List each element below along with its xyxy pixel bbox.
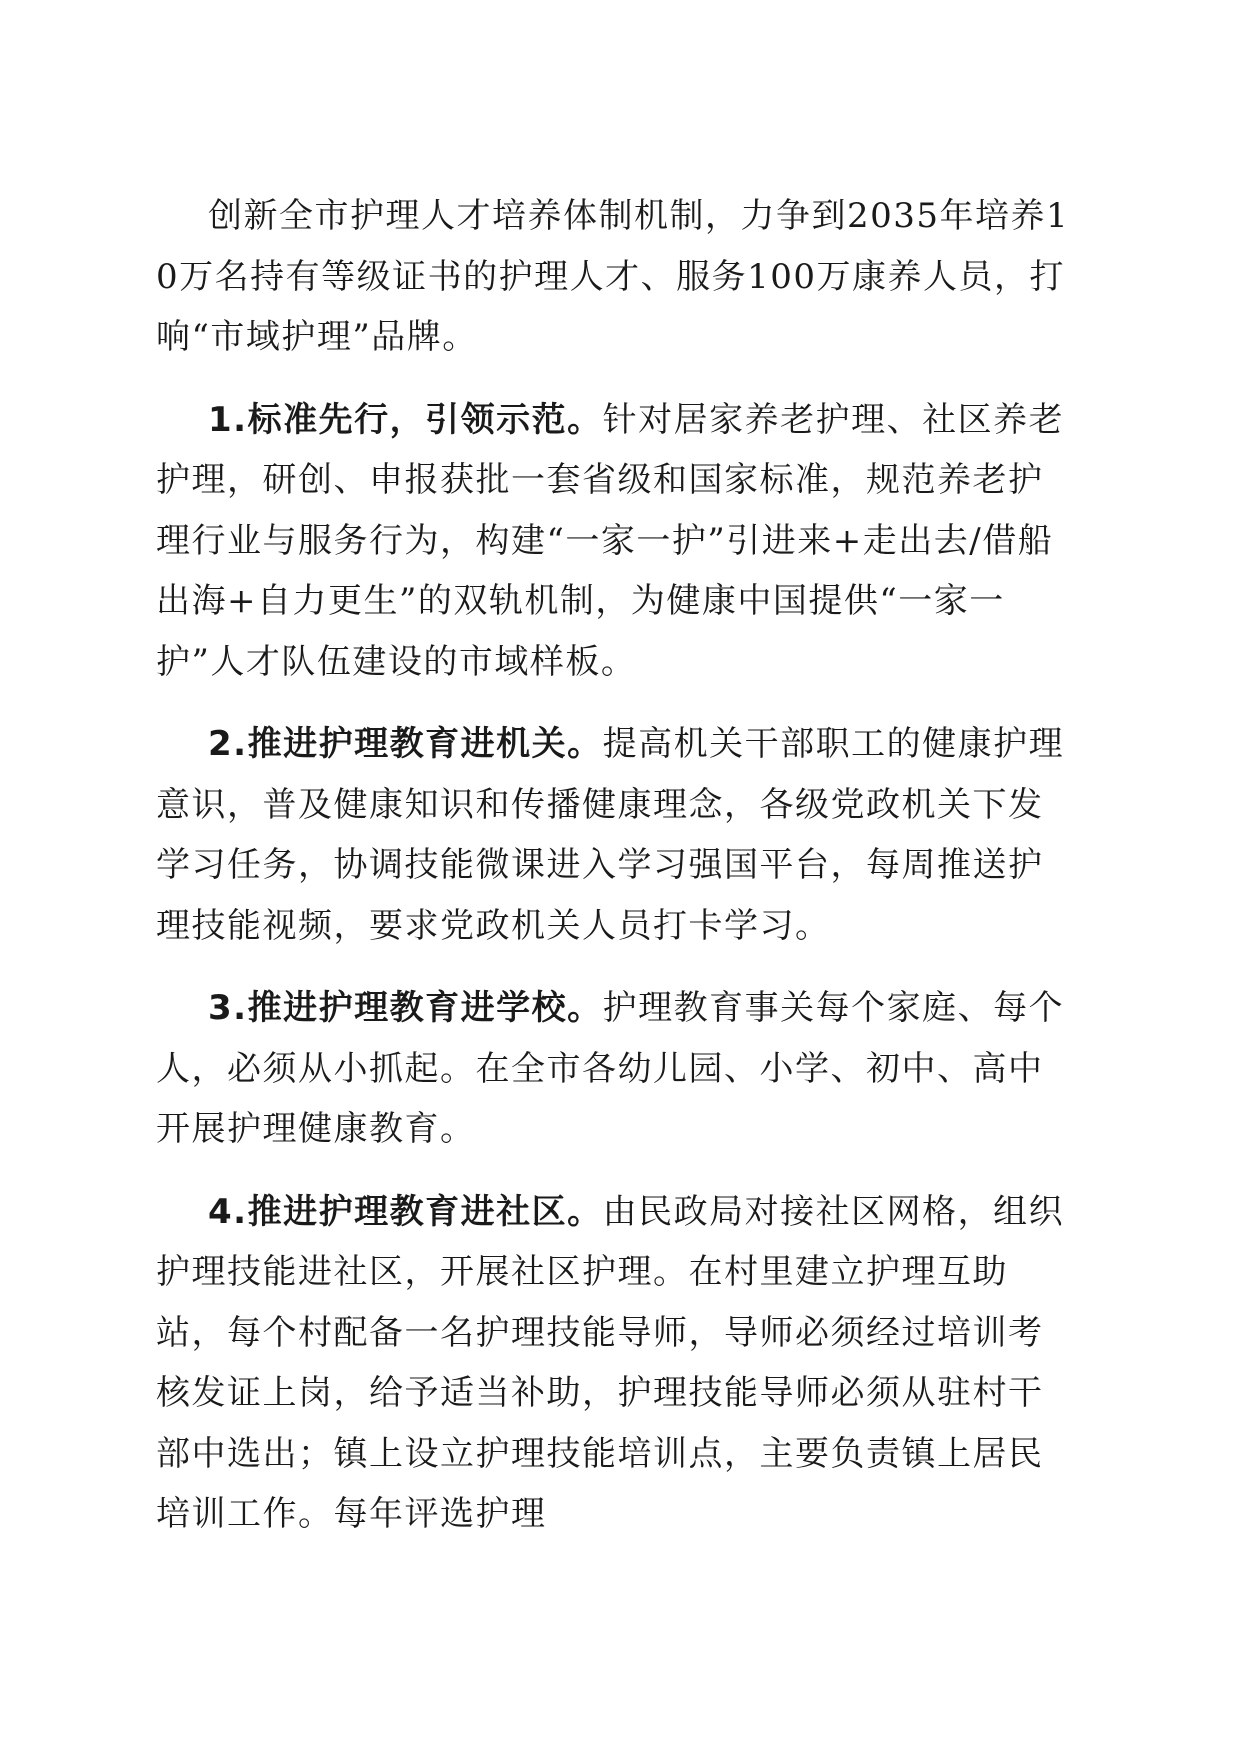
schools-paragraph (156, 978, 1076, 1160)
paragraph-heading: 3.推进护理教育进学校。 (208, 988, 603, 1028)
paragraph-text: 护理教育事关每个家庭、每个人，必须从小抓起。在全市各幼儿园、小学、初中、高中开展护理健康教育。 (156, 988, 1065, 1149)
paragraph-text: 针对居家养老护理、社区养老护理，研创、申报获批一套省级和国家标准，规范养老护理行业与服务行为，构建“一家一护”引进来+走出去/借船出海+自力更生”的双轨机制，为健康中国提供“一家一护”人才队伍建设的市域样板。 (156, 399, 1065, 682)
paragraph-heading: 4.推进护理教育进社区。 (208, 1191, 603, 1232)
paragraph-text: 由民政局对接社区网格，组织护理技能进社区，开展社区护理。在村里建立护理互助站，每个村配备一名护理技能导师，导师必须经过培训考核发证上岗，给予适当补助，护理技能导师必须从驻村干部中选出；镇上设立护理技能培训点，主要负责镇上居民培训工作。每年评选护理 (156, 1191, 1065, 1534)
document-body (156, 186, 1076, 1545)
community-paragraph (156, 1182, 1076, 1545)
paragraph-heading: 2.推进护理教育进机关。 (208, 724, 603, 764)
intro-paragraph (156, 186, 1076, 368)
paragraph-text: 提高机关干部职工的健康护理意识，普及健康知识和传播健康理念，各级党政机关下发学习任务，协调技能微课进入学习强国平台，每周推送护理技能视频，要求党政机关人员打卡学习。 (156, 724, 1065, 946)
paragraph-text: 创新全市护理人才培养体制机制，力争到2035年培养10万名持有等级证书的护理人才、服务100万康养人员，打响“市域护理”品牌。 (156, 196, 1070, 357)
standards-paragraph (156, 390, 1076, 693)
agencies-paragraph (156, 714, 1076, 956)
paragraph-heading: 1.标准先行，引领示范。 (208, 399, 603, 440)
